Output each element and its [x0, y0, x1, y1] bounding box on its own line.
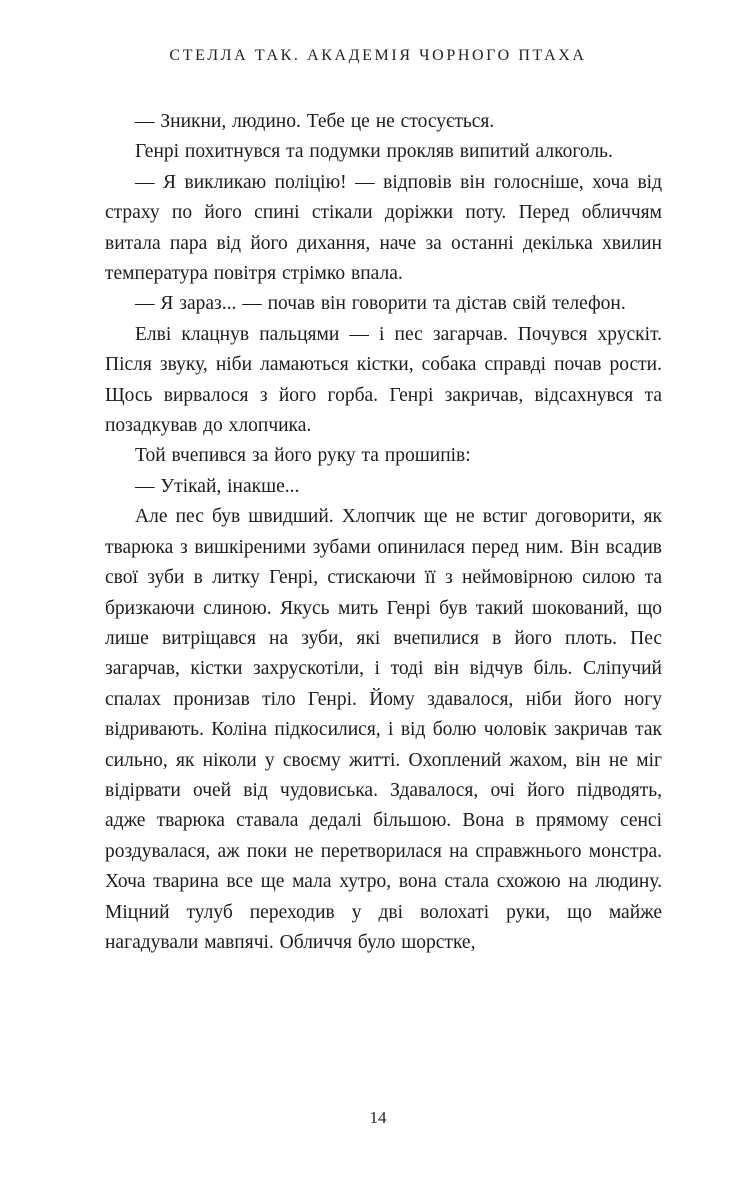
- paragraph: — Зникни, людино. Тебе це не стосується.: [135, 111, 495, 132]
- body-text: [105, 107, 662, 958]
- paragraph: Але пес був швидший. Хлопчик ще не встиг договорити, як тварюка з вишкіреними зубами опинилася перед ним. Він всадив свої зуби в литку Генрі, стискаючи її з неймовірною силою та бризкаючи слиною. Якусь мить Генрі був такий шокований, що лише витріщався на зуби, які вчепилися в його плоть. Пес загарчав, кістки захрускотіли, і тоді він відчув біль. Сліпучий спалах пронизав тіло Генрі. Йому здавалося, ніби його ногу відривають. Коліна підкосилися, і від болю чоловік закричав так сильно, як ніколи у своєму житті. Охоплений жахом, він не міг відірвати очей від чудовиська. Здавалося, очі його підводять, адже тварюка ставала дедалі більшою. Вона в прямому сенсі роздувалася, аж поки не перетворилася на справжнього монстра. Хоча тварина все ще мала хутро, вона стала схожою на людину. Міцний тулуб переходив у дві волохаті руки, що майже нагадували мавпячі. Обличчя було шорстке,: [105, 506, 662, 953]
- paragraph: Той вчепився за його руку та прошипів:: [135, 445, 471, 467]
- paragraph: Генрі похитнувся та подумки прокляв випитий алкоголь.: [135, 141, 613, 163]
- paragraph: — Я викликаю поліцію! — відповів він голосніше, хоча від страху по його спині стікали доріжки поту. Перед обличчям витала пара від його дихання, наче за останні декілька хвилин температура повітря стрімко впала.: [105, 171, 662, 285]
- running-header-title: СТЕЛЛА ТАК. АКАДЕМІЯ ЧОРНОГО ПТАХА: [169, 47, 587, 64]
- paragraph: — Я зараз... — почав він говорити та дістав свій телефон.: [135, 293, 626, 315]
- paragraph: Елві клацнув пальцями — і пес загарчав. Почувся хрускіт. Після звуку, ніби ламаються кістки, собака справді почав рости. Щось вирвалося з його горба. Генрі закричав, відсахнувся та позадкував до хлопчика.: [105, 323, 662, 437]
- paragraph: — Утікай, інакше...: [135, 475, 300, 497]
- page-number: 14: [369, 1108, 387, 1127]
